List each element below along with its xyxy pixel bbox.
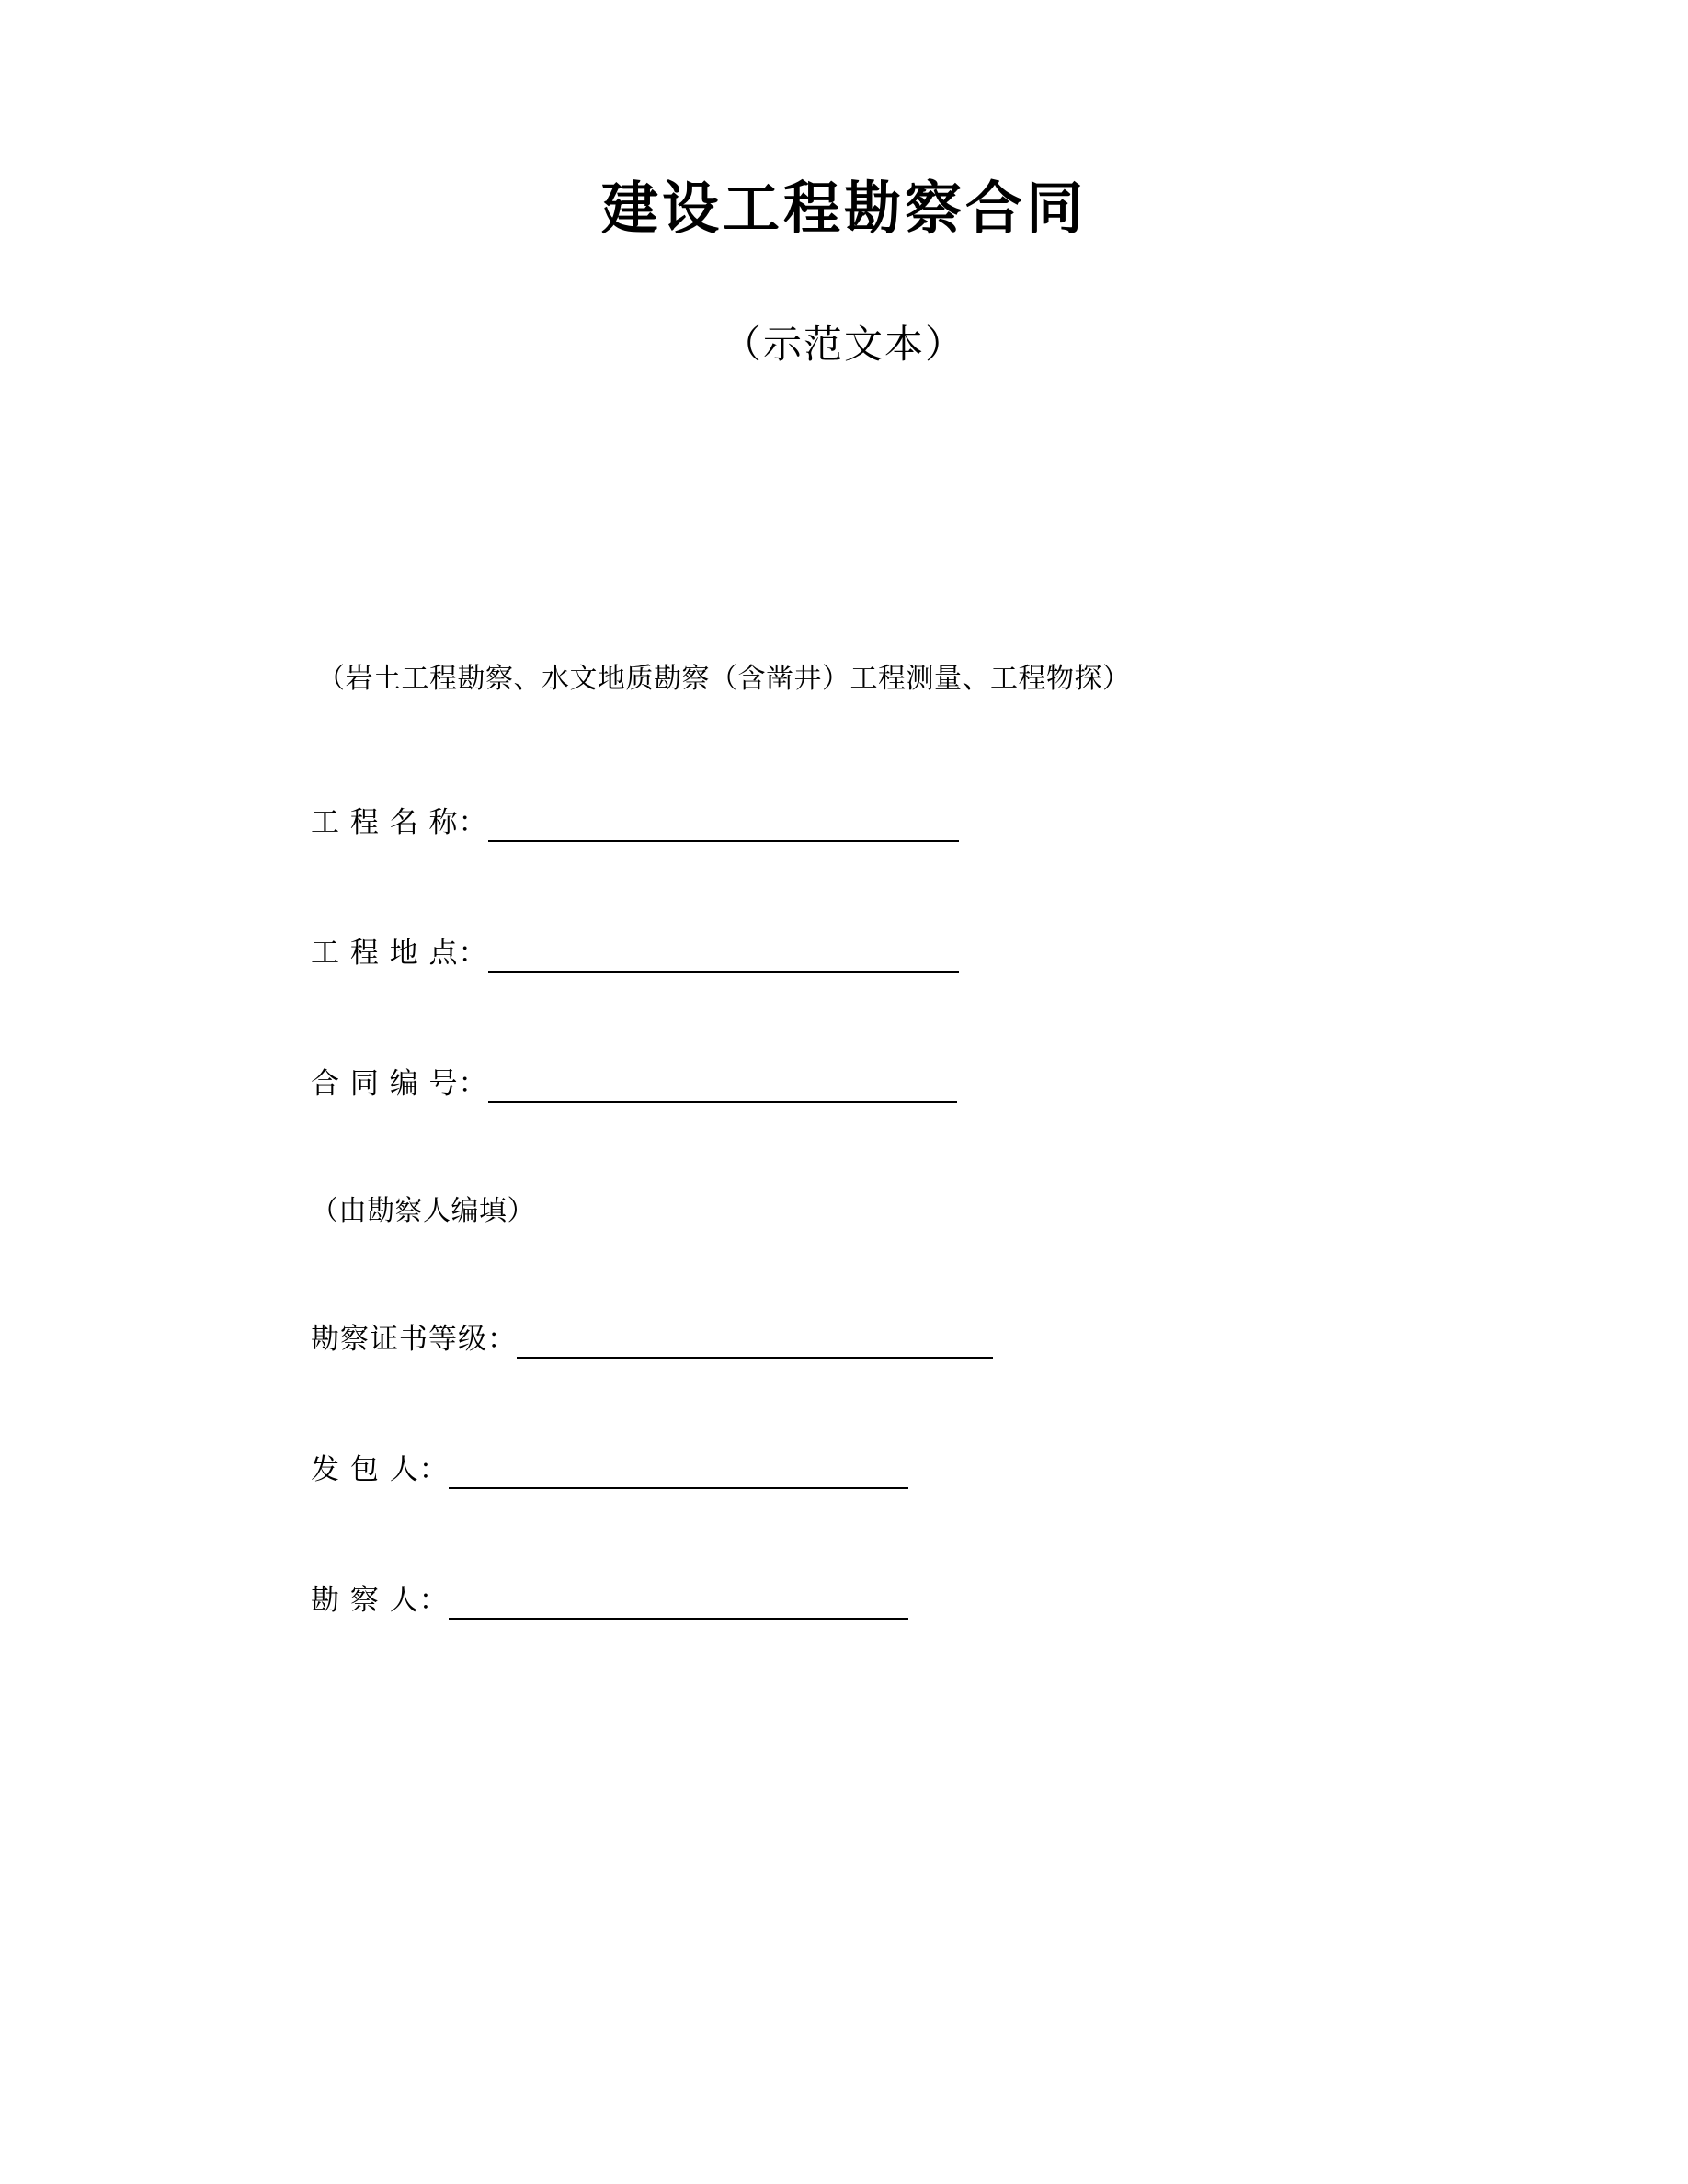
field-label-surveyor: 勘 察 人： — [311, 1584, 449, 1618]
field-label-employer: 发 包 人： — [311, 1453, 449, 1487]
editor-note: （由勘察人编填） — [311, 1195, 535, 1228]
field-input-project-name[interactable] — [488, 809, 959, 842]
field-row-project-location — [311, 938, 1688, 973]
field-label-certificate-grade: 勘察证书等级： — [311, 1323, 517, 1357]
field-input-surveyor[interactable] — [449, 1587, 908, 1620]
page-title: 建设工程勘察合同 — [600, 175, 1087, 242]
field-list — [0, 697, 1688, 1621]
field-input-contract-number[interactable] — [488, 1070, 957, 1103]
field-row-surveyor — [311, 1585, 1688, 1620]
field-input-project-location[interactable] — [488, 939, 959, 973]
field-input-employer[interactable] — [449, 1456, 908, 1489]
document-subtitle: （示范文本） — [722, 322, 965, 368]
field-label-project-location: 工 程 地 点： — [311, 936, 488, 970]
field-row-employer — [311, 1454, 1688, 1489]
field-input-certificate-grade[interactable] — [517, 1325, 993, 1359]
field-row-project-name — [311, 807, 1688, 842]
scope-note: （岩土工程勘察、水文地质勘察（含凿井）工程测量、工程物探） — [317, 662, 1131, 695]
field-row-certificate-grade — [311, 1324, 1688, 1359]
field-label-project-name: 工 程 名 称： — [311, 805, 488, 839]
field-label-contract-number: 合 同 编 号： — [311, 1066, 488, 1100]
field-row-contract-number — [311, 1068, 1688, 1103]
